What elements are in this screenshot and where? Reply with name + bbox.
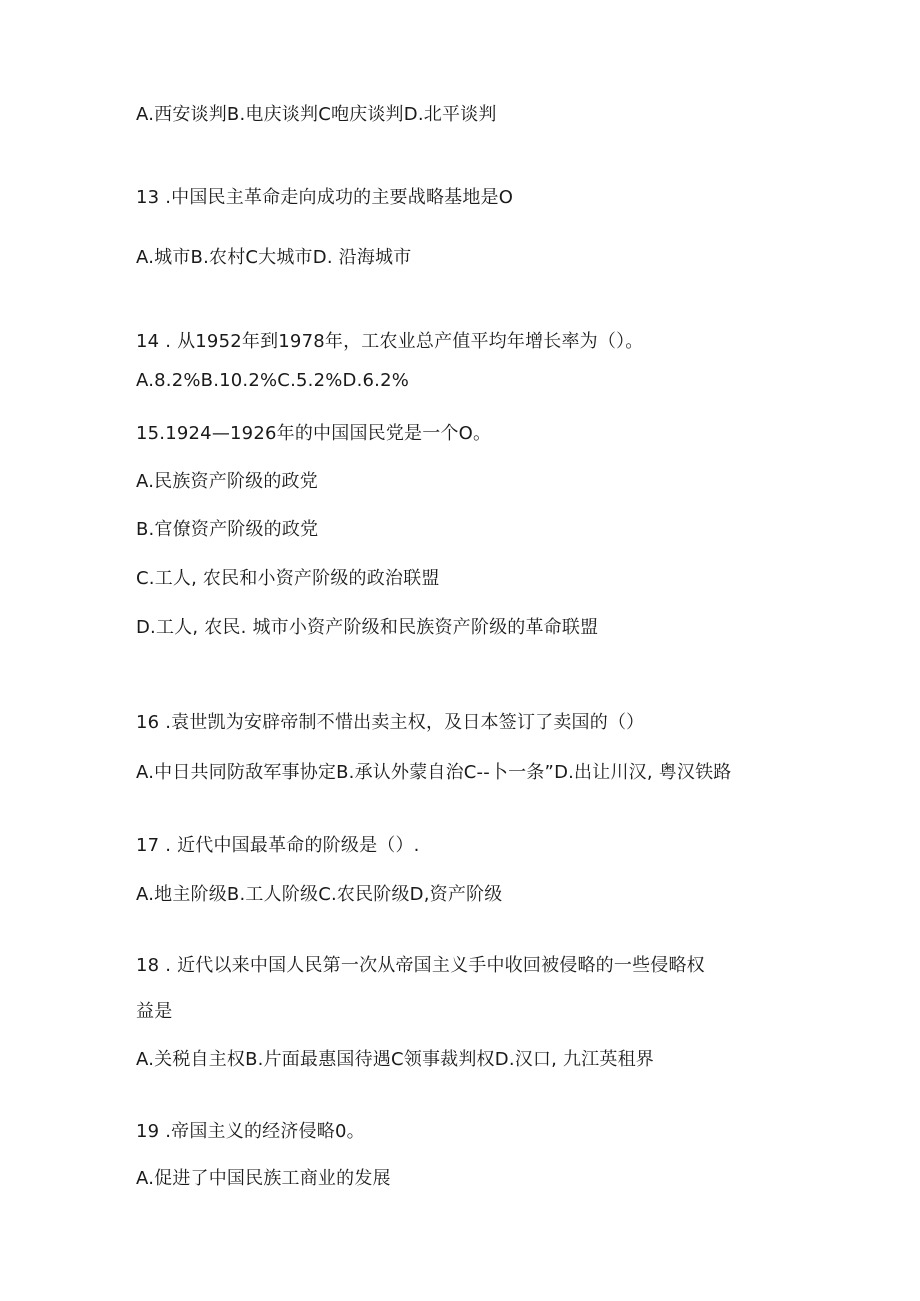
q19-option-a: A.促进了中国民族工商业的发展 (136, 1168, 391, 1189)
q18-question-continued: 益是 (136, 1001, 173, 1022)
q15-option-d: D.工人, 农民. 城市小资产阶级和民族资产阶级的革命联盟 (136, 617, 599, 638)
q13-question: 13 .中国民主革命走向成功的主要战略基地是O (136, 187, 514, 208)
q15-option-b: B.官僚资产阶级的政党 (136, 519, 319, 540)
q16-question: 16 .袁世凯为安辟帝制不惜出卖主权，及日本签订了卖国的（） (136, 712, 645, 733)
q17-options: A.地主阶级B.工人阶级C.农民阶级D,资产阶级 (136, 884, 503, 905)
q19-question: 19 .帝国主义的经济侵略0。 (136, 1121, 365, 1142)
q12-options: A.西安谈判B.电庆谈判C咆庆谈判D.北平谈判 (136, 104, 497, 125)
q17-question: 17 . 近代中国最革命的阶级是（）. (136, 835, 420, 856)
q18-options: A.关税自主权B.片面最惠国待遇C领事裁判权D.汉口, 九江英租界 (136, 1049, 654, 1070)
q18-question: 18 . 近代以来中国人民第一次从帝国主义手中收回被侵略的一些侵略权 (136, 955, 705, 976)
q16-options: A.中日共同防敌军事协定B.承认外蒙自治C--卜一条”D.出让川汉, 粤汉铁路 (136, 762, 732, 783)
q13-options: A.城市B.农村C大城市D. 沿海城市 (136, 247, 412, 268)
q14-question: 14 . 从1952年到1978年，工农业总产值平均年增长率为（）。 (136, 331, 644, 352)
q14-options: A.8.2%B.10.2%C.5.2%D.6.2% (136, 370, 410, 391)
q15-option-c: C.工人, 农民和小资产阶级的政治联盟 (136, 568, 440, 589)
q15-question: 15.1924—1926年的中国国民党是一个O。 (136, 423, 492, 444)
q15-option-a: A.民族资产阶级的政党 (136, 471, 318, 492)
